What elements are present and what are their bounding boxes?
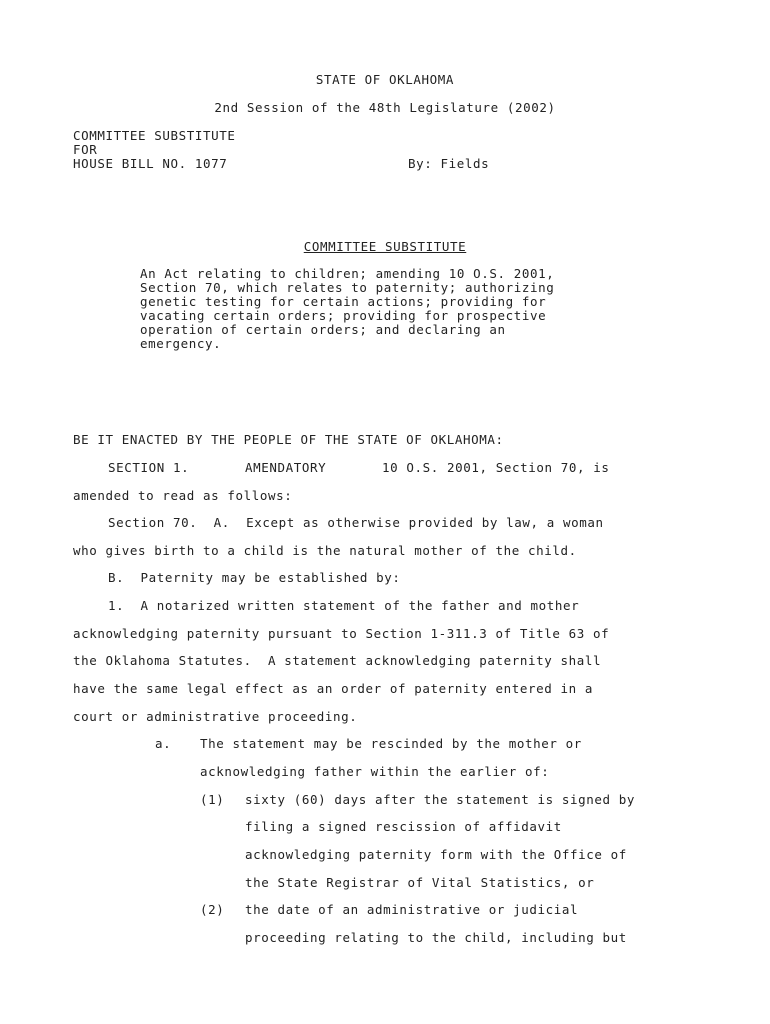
bill-author: By: Fields xyxy=(408,156,490,171)
statute-line: Section 70. A. Except as otherwise provided by law, a woman xyxy=(108,515,604,530)
subparagraph-marker: a. xyxy=(155,736,172,751)
statute-line: The statement may be rescinded by the mother or xyxy=(200,736,582,751)
bill-number: HOUSE BILL NO. 1077 xyxy=(73,156,228,171)
title-heading: COMMITTEE SUBSTITUTE xyxy=(303,239,467,254)
statute-line: the State Registrar of Vital Statistics, or xyxy=(245,875,595,890)
statute-line: acknowledging father within the earlier of: xyxy=(200,764,550,779)
section-continuation: amended to read as follows: xyxy=(73,488,293,503)
item-marker: (1) xyxy=(200,792,225,807)
bill-label-line2: FOR xyxy=(73,142,98,157)
statute-line: B. Paternity may be established by: xyxy=(108,570,401,585)
summary-line: vacating certain orders; providing for prospective xyxy=(140,308,547,323)
section-type: AMENDATORY xyxy=(245,460,327,475)
bill-label-line1: COMMITTEE SUBSTITUTE xyxy=(73,128,236,143)
section-label: SECTION 1. xyxy=(108,460,190,475)
statute-line: have the same legal effect as an order of paternity entered in a xyxy=(73,681,594,696)
statute-line: acknowledging paternity pursuant to Section 1-311.3 of Title 63 of xyxy=(73,626,610,641)
enacting-clause: BE IT ENACTED BY THE PEOPLE OF THE STATE OF OKLAHOMA: xyxy=(73,432,504,447)
statute-line: sixty (60) days after the statement is signed by xyxy=(245,792,636,807)
section-reference: 10 O.S. 2001, Section 70, is xyxy=(382,460,610,475)
summary-line: operation of certain orders; and declaring an xyxy=(140,322,506,337)
item-marker: (2) xyxy=(200,902,225,917)
summary-line: genetic testing for certain actions; providing for xyxy=(140,294,547,309)
state-heading: STATE OF OKLAHOMA xyxy=(315,72,455,87)
statute-line: acknowledging paternity form with the Office of xyxy=(245,847,627,862)
summary-line: emergency. xyxy=(140,336,222,351)
statute-line: court or administrative proceeding. xyxy=(73,709,358,724)
statute-line: the date of an administrative or judicial xyxy=(245,902,579,917)
statute-line: 1. A notarized written statement of the father and mother xyxy=(108,598,580,613)
summary-line: Section 70, which relates to paternity; authorizing xyxy=(140,280,555,295)
statute-line: filing a signed rescission of affidavit xyxy=(245,819,562,834)
statute-line: proceeding relating to the child, including but xyxy=(245,930,627,945)
statute-line: the Oklahoma Statutes. A statement acknowledging paternity shall xyxy=(73,653,602,668)
summary-line: An Act relating to children; amending 10 O.S. 2001, xyxy=(140,266,555,281)
session-heading: 2nd Session of the 48th Legislature (2002) xyxy=(214,100,556,115)
statute-line: who gives birth to a child is the natural mother of the child. xyxy=(73,543,577,558)
